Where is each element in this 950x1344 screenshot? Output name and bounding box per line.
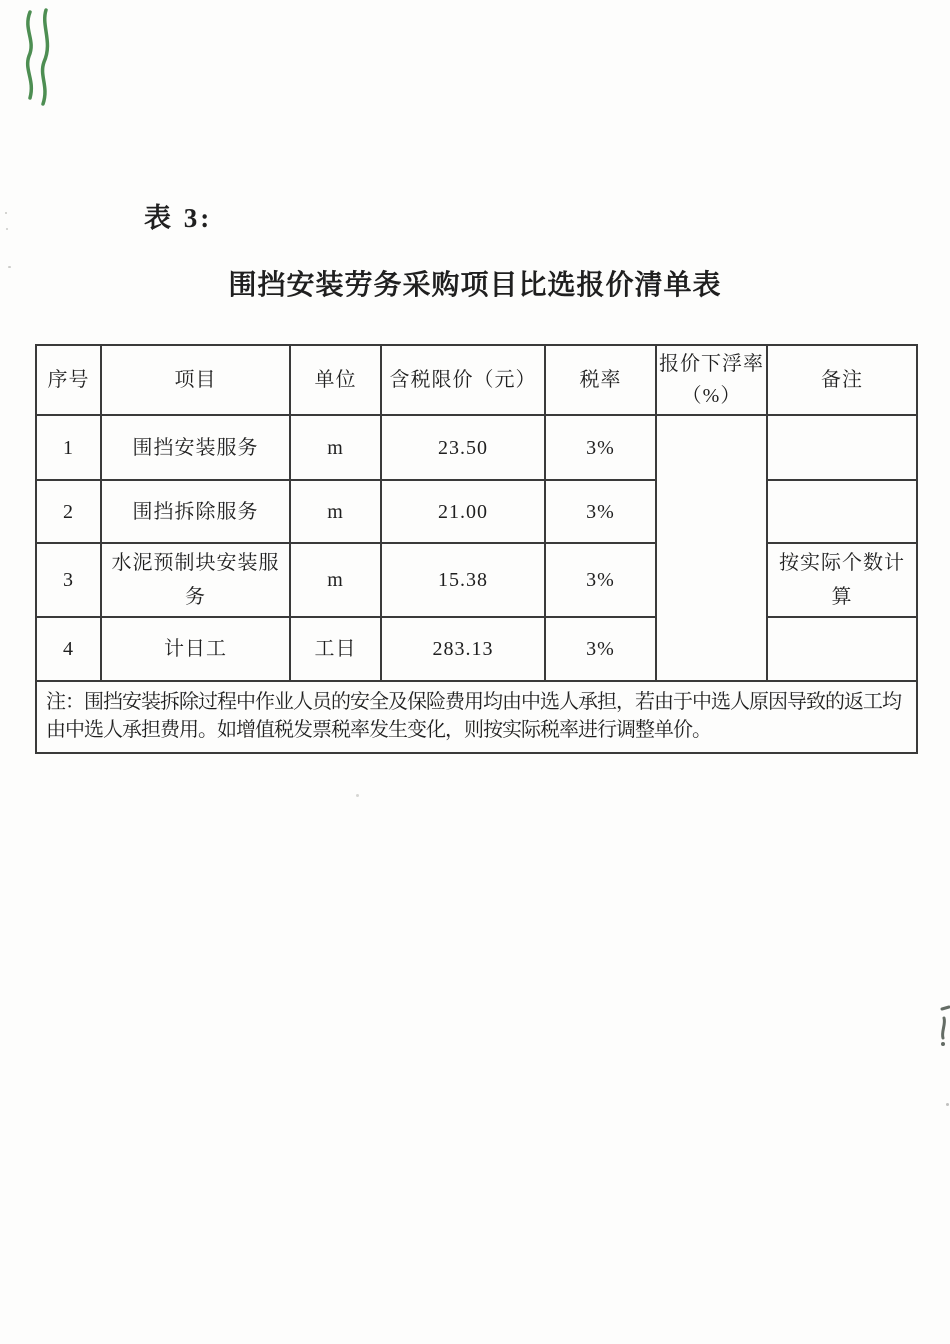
- cell-discount-rate-merged: [656, 415, 767, 681]
- col-header-item: 项目: [101, 345, 290, 415]
- cell-remark: [767, 480, 917, 543]
- col-header-tax-rate: 税率: [545, 345, 656, 415]
- cell-no: 4: [36, 617, 101, 681]
- table-number-label: 表 3:: [144, 203, 213, 233]
- cell-unit: m: [290, 480, 381, 543]
- cell-no: 1: [36, 415, 101, 480]
- col-header-remark: 备注: [767, 345, 917, 415]
- scan-speck: [5, 212, 7, 214]
- cell-remark: 按实际个数计算: [767, 543, 917, 617]
- cell-item: 围挡拆除服务: [101, 480, 290, 543]
- cell-unit: m: [290, 543, 381, 617]
- table-header-row: [36, 345, 917, 415]
- cell-price-limit: 283.13: [381, 617, 545, 681]
- cell-tax-rate: 3%: [545, 617, 656, 681]
- ink-exclamation-smudge: [933, 1002, 950, 1052]
- cell-remark: [767, 617, 917, 681]
- table-row: [36, 543, 917, 617]
- col-header-discount-rate: 报价下浮率（%）: [656, 345, 767, 415]
- col-header-price-limit: 含税限价（元）: [381, 345, 545, 415]
- table-row: [36, 617, 917, 681]
- cell-tax-rate: 3%: [545, 415, 656, 480]
- col-header-unit: 单位: [290, 345, 381, 415]
- cell-item: 计日工: [101, 617, 290, 681]
- scan-speck: [946, 1103, 949, 1106]
- cell-price-limit: 15.38: [381, 543, 545, 617]
- cell-item: 围挡安装服务: [101, 415, 290, 480]
- cell-unit: m: [290, 415, 381, 480]
- table-note-row: [36, 681, 917, 753]
- table-row: [36, 415, 917, 480]
- cell-unit: 工日: [290, 617, 381, 681]
- quotation-table: [35, 344, 918, 754]
- cell-tax-rate: 3%: [545, 543, 656, 617]
- col-header-no: 序号: [36, 345, 101, 415]
- cell-no: 3: [36, 543, 101, 617]
- cell-no: 2: [36, 480, 101, 543]
- document-title: 围挡安装劳务采购项目比选报价清单表: [228, 270, 722, 301]
- green-pen-scribble-mark: [8, 4, 68, 114]
- cell-tax-rate: 3%: [545, 480, 656, 543]
- cell-remark: [767, 415, 917, 480]
- table-row: [36, 480, 917, 543]
- scan-speck: [356, 794, 359, 797]
- cell-price-limit: 23.50: [381, 415, 545, 480]
- table-note: 注：围挡安装拆除过程中作业人员的安全及保险费用均由中选人承担，若由于中选人原因导致的返工均由中选人承担费用。如增值税发票税率发生变化，则按实际税率进行调整单价。: [36, 681, 917, 753]
- cell-price-limit: 21.00: [381, 480, 545, 543]
- cell-item: 水泥预制块安装服务: [101, 543, 290, 617]
- scan-speck: [6, 228, 8, 230]
